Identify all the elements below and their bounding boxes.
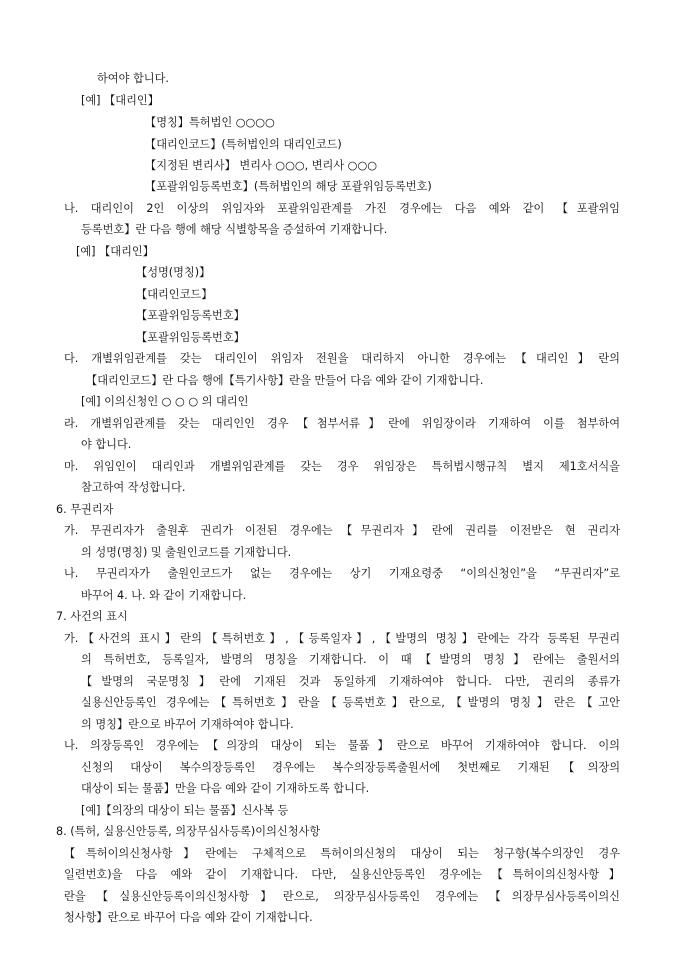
text-line: [예]【의장의 대상이 되는 물품】신사복 등 xyxy=(81,804,289,817)
text-line: 【대리인코드】(특허법인의 대리인코드) xyxy=(145,138,342,151)
text-line: 【포괄위임등록번호】 xyxy=(136,331,245,344)
text-line: 【명칭】특허법인 ○○○○ xyxy=(145,116,275,129)
text-line: 【특허이의신청사항】란에는 구체적으로 특허이의신청의 대상이 되는 청구항(복수의장인 경우 xyxy=(64,847,620,860)
text-line: 란을【실용신안등록이의신청사항】란으로, 의장무심사등록인 경우에는【의장무심사등록이의신 xyxy=(64,890,620,903)
text-line: 의 명칭】란으로 바꾸어 기재하여야 합니다. xyxy=(81,718,294,731)
text-line: 참고하여 작성합니다. xyxy=(81,481,186,494)
text-line: 【포괄위임등록번호】(특허법인의 해당 포괄위임등록번호) xyxy=(145,180,432,193)
text-line: 청사항】란으로 바꾸어 다음 예와 같이 기재합니다. xyxy=(64,911,313,924)
text-line: 나. 무권리자가 출원인코드가 없는 경우에는 상기 기재요령중 “이의신청인”을 “무권리자”로 xyxy=(64,567,620,580)
text-line: 하여야 합니다. xyxy=(97,72,169,85)
text-line: 가. 무권리자가 출원후 권리가 이전된 경우에는【무권리자】란에 권리를 이전받은 현 권리자 xyxy=(64,524,620,537)
text-line: 라. 개별위임관계를 갖는 대리인인 경우【첨부서류】란에 위임장이라 기재하여 이를 첨부하여 xyxy=(64,417,620,430)
text-line: 7. 사건의 표시 xyxy=(56,610,128,623)
text-line: 의 성명(명칭) 및 출원인코드를 기재합니다. xyxy=(81,546,292,559)
text-line: 6. 무권리자 xyxy=(56,503,114,516)
text-line: 야 합니다. xyxy=(81,438,132,451)
text-line: [예] 【대리인】 xyxy=(76,245,154,258)
text-line: 【발명의 국문명칭】란에 기재된 것과 동일하게 기재하여야 합니다. 다만, 권리의 종류가 xyxy=(81,675,620,688)
text-line: 마. 위임인이 대리인과 개별위임관계를 갖는 경우 위임장은 특허법시행규칙 별지 제1호서식을 xyxy=(64,460,620,473)
text-line: 【포괄위임등록번호】 xyxy=(136,309,245,322)
text-line: 8. (특허, 실용신안등록, 의장무심사등록)이의신청사항 xyxy=(56,825,321,838)
text-line: 가.【사건의 표시】란의【특허번호】,【등록일자】,【발명의 명칭】란에는 각각 등록된 무권리 xyxy=(64,632,620,645)
text-line: 다. 개별위임관계를 갖는 대리인이 위임자 전원을 대리하지 아니한 경우에는【대리인】란의 xyxy=(64,352,620,365)
text-line: 【대리인코드】 xyxy=(136,288,213,301)
text-line: 실용신안등록인 경우에는【특허번호】란을【등록번호】란으로,【발명의 명칭】란은【고안 xyxy=(81,696,620,709)
text-line: [예] 【대리인】 xyxy=(81,94,159,107)
text-line: 나. 의장등록인 경우에는【의장의 대상이 되는 물품】란으로 바꾸어 기재하여야 합니다. 이의 xyxy=(64,739,620,752)
text-line: 등록번호】란 다음 행에 해당 식별항목을 증설하여 기재합니다. xyxy=(81,223,388,236)
text-line: 의 특허번호, 등록일자, 발명의 명칭을 기재합니다. 이 때【발명의 명칭】란에는 출원서의 xyxy=(81,653,620,666)
text-line: 나. 대리인이 2인 이상의 위임자와 포괄위임관계를 가진 경우에는 다음 예와 같이 【포괄위임 xyxy=(64,202,620,215)
text-line: 대상이 되는 물품】만을 다음 예와 같이 기재하도록 합니다. xyxy=(81,782,370,795)
text-line: 일련번호)을 다음 예와 같이 기재합니다. 다만, 실용신안등록인 경우에는【특허이의신청사항】 xyxy=(64,868,620,881)
text-line: 바꾸어 4. 나. 와 같이 기재합니다. xyxy=(81,589,247,602)
text-line: [예] 이의신청인 ○ ○ ○ 의 대리인 xyxy=(81,395,249,408)
text-line: 신청의 대상이 복수의장등록인 경우에는 복수의장등록출원서에 첫번째로 기재된【의장의 xyxy=(81,761,620,774)
text-line: 【지정된 변리사】 변리사 ○○○, 변리사 ○○○ xyxy=(145,159,377,172)
text-line: 【성명(명칭)】 xyxy=(136,266,211,279)
text-line: 【대리인코드】란 다음 행에【특기사항】란을 만들어 다음 예와 같이 기재합니다. xyxy=(86,374,484,387)
